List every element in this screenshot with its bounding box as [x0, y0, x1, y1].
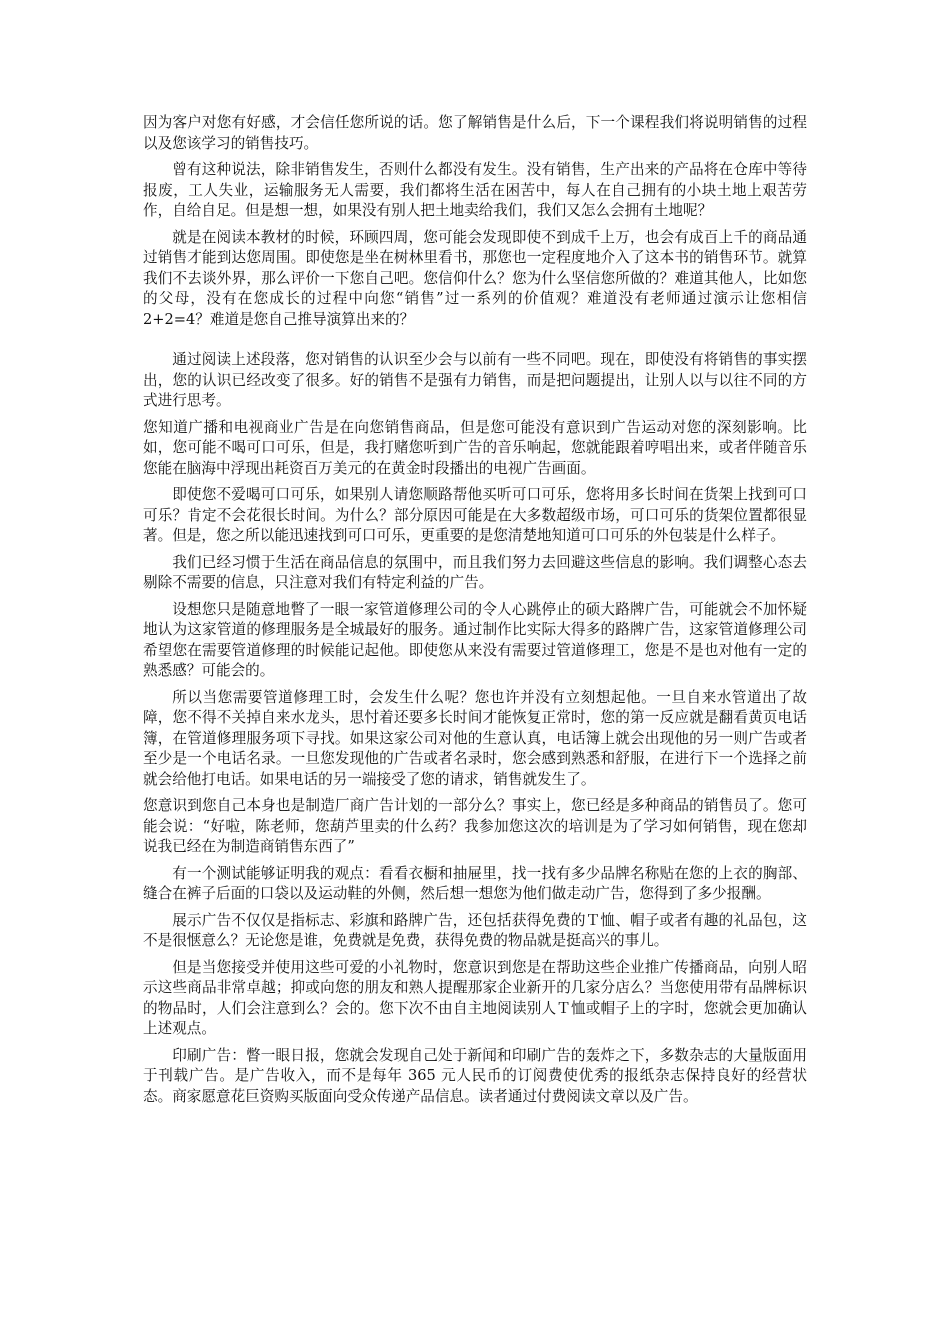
paragraph: 设想您只是随意地瞥了一眼一家管道修理公司的令人心跳停止的硕大路牌广告，可能就会不加怀疑地认为这家管道的修理服务是全城最好的服务。通过制作比实际大得多的路牌广告，这家管道修理公司希望您在需要管道修理的时候能记起他。即使您从来没有需要过管道修理工，您是不是也对他有一定的熟悉感？可能会的。 — [143, 600, 807, 679]
paragraph: 您意识到您自己本身也是制造厂商广告计划的一部分么？事实上，您已经是多种商品的销售员了。您可能会说：“好啦，陈老师，您葫芦里卖的什么药？我参加您这次的培训是为了学习如何销售，现在您却说我已经在为制造商销售东西了” — [143, 797, 807, 855]
paragraph: 因为客户对您有好感，才会信任您所说的话。您了解销售是什么后，下一个课程我们将说明销售的过程以及您该学习的销售技巧。 — [143, 114, 807, 152]
paragraph: 但是当您接受并使用这些可爱的小礼物时，您意识到您是在帮助这些企业推广传播商品，向别人昭示这些商品非常卓越；抑或向您的朋友和熟人提醒那家企业新开的几家分店么？当您使用带有品牌标识的物品时，人们会注意到么？会的。您下次不由自主地阅读别人Ｔ恤或帽子上的字时，您就会更加确认上述观点。 — [143, 958, 807, 1037]
paragraph: 我们已经习惯于生活在商品信息的氛围中，而且我们努力去回避这些信息的影响。我们调整心态去剔除不需要的信息，只注意对我们有特定利益的广告。 — [143, 553, 807, 591]
paragraph: 印刷广告：瞥一眼日报，您就会发现自己处于新闻和印刷广告的轰炸之下，多数杂志的大量版面用于刊载广告。是广告收入，而不是每年 365 元人民币的订阅费使优秀的报纸杂志保持良好的经营状态。商家愿意花巨资购买版面向受众传递产品信息。读者通过付费阅读文章以及广告。 — [143, 1046, 807, 1105]
paragraph: 有一个测试能够证明我的观点：看看衣橱和抽屉里，找一找有多少品牌名称贴在您的上衣的胸部、缝合在裤子后面的口袋以及运动鞋的外侧，然后想一想您为他们做走动广告，您得到了多少报酬。 — [143, 864, 807, 902]
paragraph: 曾有这种说法，除非销售发生，否则什么都没有发生。没有销售，生产出来的产品将在仓库中等待报废，工人失业，运输服务无人需要，我们都将生活在困苦中，每人在自己拥有的小块土地上艰苦劳作，自给自足。但是想一想，如果没有别人把土地卖给我们，我们又怎么会拥有土地呢？ — [143, 161, 807, 219]
document-body — [143, 113, 807, 1113]
paragraph: 所以当您需要管道修理工时，会发生什么呢？您也许并没有立刻想起他。一旦自来水管道出了故障，您不得不关掉自来水龙头，思忖着还要多长时间才能恢复正常时，您的第一反应就是翻看黄页电话簿，在管道修理服务项下寻找。如果这家公司对他的生意认真，电话簿上就会出现他的另一则广告或者至少是一个电话名录。一旦您发现他的广告或者名录时，您会感到熟悉和舒服，在进行下一个选择之前就会给他打电话。如果电话的另一端接受了您的请求，销售就发生了。 — [143, 688, 807, 788]
paragraph: 您知道广播和电视商业广告是在向您销售商品，但是您可能没有意识到广告运动对您的深刻影响。比如，您可能不喝可口可乐，但是，我打赌您听到广告的音乐响起，您就能跟着哼唱出来，或者伴随音乐您能在脑海中浮现出耗资百万美元的在黄金时段播出的电视广告画面。 — [143, 418, 807, 477]
paragraph: 即使您不爱喝可口可乐，如果别人请您顺路帮他买听可口可乐，您将用多长时间在货架上找到可口可乐？肯定不会花很长时间。为什么？部分原因可能是在大多数超级市场，可口可乐的货架位置都很显著。但是，您之所以能迅速找到可口可乐，更重要的是您清楚地知道可口可乐的外包装是什么样子。 — [143, 486, 807, 544]
paragraph: 展示广告不仅仅是指标志、彩旗和路牌广告，还包括获得免费的Ｔ恤、帽子或者有趣的礼品包，这不是很惬意么？无论您是谁，免费就是免费，获得免费的物品就是挺高兴的事儿。 — [143, 911, 807, 949]
paragraph: 通过阅读上述段落，您对销售的认识至少会与以前有一些不同吧。现在，即使没有将销售的事实摆出，您的认识已经改变了很多。好的销售不是强有力销售，而是把问题提出，让别人以与以往不同的方式进行思考。 — [143, 351, 807, 409]
paragraph: 就是在阅读本教材的时候，环顾四周，您可能会发现即使不到成千上万，也会有成百上千的商品通过销售才能到达您周围。即使您是坐在树林里看书，那您也一定程度地介入了这本书的销售环节。就算我们不去谈外界，那么评价一下您自己吧。您信仰什么？您为什么坚信您所做的？难道其他人，比如您的父母，没有在您成长的过程中向您“销售”过一系列的价值观？难道没有老师通过演示让您相信 2+2=4？难道是您自己推导演算出来的？ — [143, 228, 807, 328]
